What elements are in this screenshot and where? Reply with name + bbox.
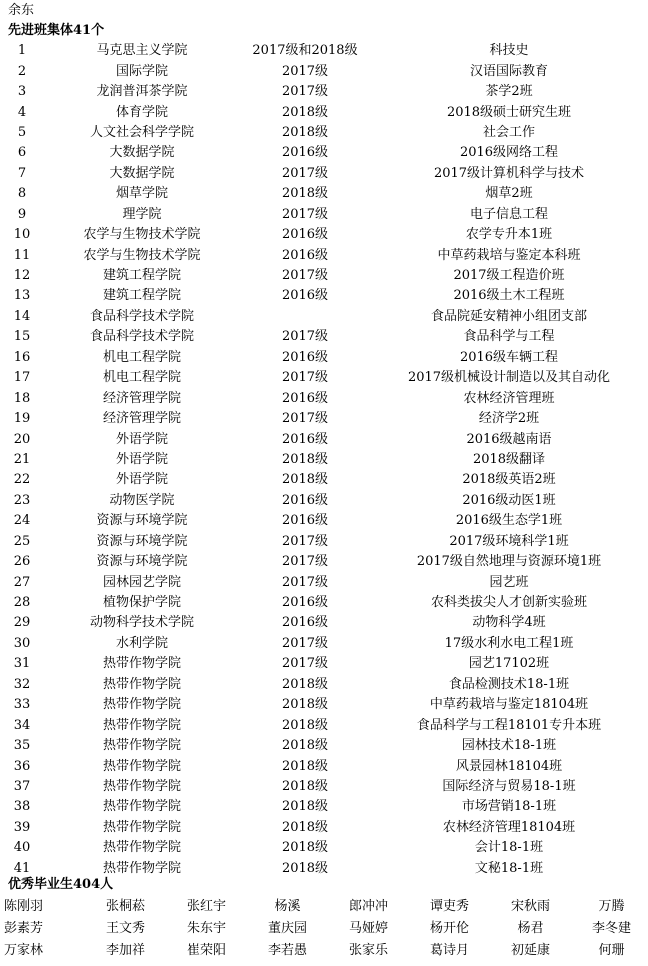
grade-year: 2017级 [281, 574, 329, 590]
row-index: 8 [17, 186, 27, 202]
row-index: 31 [13, 656, 31, 672]
class-name: 2018级硕士研究生班 [446, 104, 572, 120]
college-name: 热带作物学院 [102, 860, 181, 876]
grade-year: 2016级 [281, 288, 329, 304]
grade-year: 2017级 [281, 635, 329, 651]
class-name: 农林经济管理18104班 [442, 819, 576, 835]
table-row [0, 429, 648, 449]
college-name: 热带作物学院 [102, 697, 181, 713]
class-name: 市场营销18-1班 [461, 799, 557, 815]
class-name: 中草药栽培与鉴定18104班 [429, 697, 589, 713]
table-row [0, 695, 648, 715]
college-name: 食品科学技术学院 [89, 308, 194, 324]
class-name: 农科类拔尖人才创新实验班 [430, 595, 587, 611]
college-name: 热带作物学院 [102, 676, 181, 692]
grade-year: 2016级 [281, 145, 329, 161]
row-index: 7 [17, 165, 27, 181]
row-index: 10 [13, 227, 31, 243]
graduate-name: 张红宇 [186, 899, 226, 914]
row-index: 20 [13, 431, 31, 447]
class-name: 2016级土木工程班 [453, 288, 565, 304]
table-row [0, 450, 648, 470]
college-name: 热带作物学院 [102, 840, 181, 856]
graduate-name: 李加祥 [105, 943, 145, 958]
grade-year: 2018级 [281, 472, 329, 488]
college-name: 烟草学院 [115, 186, 168, 202]
table-row [0, 245, 648, 265]
table-row [0, 225, 648, 245]
grade-year: 2018级 [281, 840, 329, 856]
class-name: 2017级自然地理与资源环境1班 [416, 554, 602, 570]
class-name: 2016级网络工程 [459, 145, 559, 161]
class-name: 2017级机械设计制造以及其自动化 [407, 370, 611, 386]
row-index: 23 [13, 492, 31, 508]
row-index: 38 [13, 799, 31, 815]
graduate-name: 董庆园 [267, 921, 307, 936]
college-name: 资源与环境学院 [96, 513, 188, 529]
row-index: 5 [17, 124, 27, 140]
grade-year: 2016级 [281, 595, 329, 611]
row-index: 9 [17, 206, 27, 222]
college-name: 外语学院 [115, 451, 168, 467]
row-index: 40 [13, 840, 31, 856]
row-index: 33 [13, 697, 31, 713]
college-name: 植物保护学院 [102, 595, 181, 611]
table-row [0, 736, 648, 756]
advanced-classes-title: 先进班集体41个 [8, 23, 105, 38]
table-row [0, 838, 648, 858]
grade-year: 2018级 [281, 799, 329, 815]
table-row [0, 593, 648, 613]
college-name: 资源与环境学院 [96, 554, 188, 570]
college-name: 外语学院 [115, 472, 168, 488]
table-row [0, 61, 648, 81]
grade-year: 2018级 [281, 697, 329, 713]
college-name: 热带作物学院 [102, 738, 181, 754]
grade-year: 2017级 [281, 268, 329, 284]
table-row [0, 572, 648, 592]
table-row [0, 307, 648, 327]
grade-year: 2016级 [281, 390, 329, 406]
class-name: 园艺班 [489, 574, 529, 590]
grade-year: 2018级 [281, 104, 329, 120]
college-name: 食品科学技术学院 [89, 329, 194, 345]
row-index: 24 [13, 513, 31, 529]
grade-year: 2016级 [281, 431, 329, 447]
grade-year: 2016级 [281, 513, 329, 529]
college-name: 大数据学院 [109, 165, 175, 181]
grade-year: 2018级 [281, 738, 329, 754]
class-name: 2016级车辆工程 [459, 349, 559, 365]
graduate-name: 万腾 [598, 899, 625, 914]
row-index: 4 [17, 104, 27, 120]
table-row [0, 797, 648, 817]
graduate-name: 王文秀 [105, 921, 145, 936]
row-index: 21 [13, 451, 31, 467]
college-name: 资源与环境学院 [96, 533, 188, 549]
table-row [0, 388, 648, 408]
class-name: 2017级计算机科学与技术 [433, 165, 585, 181]
class-name: 食品科学与工程 [463, 329, 555, 345]
row-index: 13 [13, 288, 31, 304]
table-row [0, 327, 648, 347]
row-index: 12 [13, 268, 31, 284]
college-name: 体育学院 [115, 104, 168, 120]
graduate-name: 谭吏秀 [429, 899, 469, 914]
grade-year: 2016级 [281, 615, 329, 631]
college-name: 农学与生物技术学院 [83, 247, 201, 263]
college-name: 热带作物学院 [102, 758, 181, 774]
table-row [0, 164, 648, 184]
grade-year: 2017级 [281, 656, 329, 672]
table-row [0, 205, 648, 225]
class-name: 2018级翻译 [472, 451, 546, 467]
graduate-name: 崔荣阳 [186, 943, 226, 958]
grade-year: 2017级 [281, 63, 329, 79]
college-name: 外语学院 [115, 431, 168, 447]
outstanding-graduates-title: 优秀毕业生404人 [8, 877, 114, 892]
grade-year: 2018级 [281, 758, 329, 774]
table-row [0, 818, 648, 838]
row-index: 6 [17, 145, 27, 161]
grade-year: 2016级 [281, 227, 329, 243]
table-row [0, 368, 648, 388]
class-name: 2017级工程造价班 [453, 268, 565, 284]
top-name: 余东 [8, 3, 35, 18]
table-row [0, 102, 648, 122]
graduate-name: 郎冲冲 [348, 899, 388, 914]
class-name: 园艺17102班 [468, 656, 550, 672]
class-name: 科技史 [489, 43, 529, 59]
row-index: 11 [13, 247, 31, 263]
college-name: 大数据学院 [109, 145, 175, 161]
grade-year: 2018级 [281, 717, 329, 733]
class-name: 2016级动医1班 [462, 492, 556, 508]
college-name: 园林园艺学院 [102, 574, 181, 590]
graduate-name: 杨君 [517, 921, 544, 936]
row-index: 26 [13, 554, 31, 570]
college-name: 马克思主义学院 [96, 43, 188, 59]
graduate-name: 陈刚羽 [4, 899, 44, 914]
row-index: 34 [13, 717, 31, 733]
table-row [0, 491, 648, 511]
grade-year: 2018级 [281, 186, 329, 202]
class-name: 园林技术18-1班 [461, 738, 557, 754]
class-name: 风景园林18104班 [455, 758, 563, 774]
table-row [0, 511, 648, 531]
row-index: 35 [13, 738, 31, 754]
row-index: 37 [13, 778, 31, 794]
row-index: 17 [13, 370, 31, 386]
class-name: 食品院延安精神小组团支部 [430, 308, 587, 324]
college-name: 理学院 [122, 206, 162, 222]
table-row [0, 143, 648, 163]
grade-year: 2017级 [281, 411, 329, 427]
row-index: 36 [13, 758, 31, 774]
college-name: 机电工程学院 [102, 370, 181, 386]
grade-year: 2017级 [281, 329, 329, 345]
grade-year: 2016级 [281, 247, 329, 263]
graduate-name: 杨开伦 [429, 921, 469, 936]
row-index: 27 [13, 574, 31, 590]
class-name: 会计18-1班 [474, 840, 544, 856]
class-name: 农林经济管理班 [463, 390, 555, 406]
graduate-name: 李若愚 [267, 943, 307, 958]
class-name: 社会工作 [482, 124, 535, 140]
class-name: 中草药栽培与鉴定本科班 [437, 247, 581, 263]
table-row [0, 532, 648, 552]
class-name: 烟草2班 [485, 186, 533, 202]
table-row [0, 613, 648, 633]
grade-year: 2018级 [281, 451, 329, 467]
outstanding-graduates-grid [0, 896, 648, 962]
class-name: 文秘18-1班 [474, 860, 544, 876]
row-index: 1 [17, 43, 27, 59]
grade-year: 2018级 [281, 676, 329, 692]
row-index: 19 [13, 411, 31, 427]
table-row [0, 756, 648, 776]
graduate-name: 何珊 [598, 943, 625, 958]
table-row [0, 409, 648, 429]
graduate-name: 彭素芳 [4, 921, 44, 936]
grade-year: 2017级和2018级 [252, 43, 358, 59]
class-name: 2016级生态学1班 [455, 513, 563, 529]
row-index: 14 [13, 308, 31, 324]
grade-year: 2017级 [281, 165, 329, 181]
table-row [0, 675, 648, 695]
name-row [0, 940, 648, 962]
college-name: 建筑工程学院 [102, 268, 181, 284]
college-name: 热带作物学院 [102, 819, 181, 835]
college-name: 机电工程学院 [102, 349, 181, 365]
grade-year: 2018级 [281, 778, 329, 794]
row-index: 29 [13, 615, 31, 631]
table-row [0, 552, 648, 572]
college-name: 龙润普洱茶学院 [96, 84, 188, 100]
table-row [0, 41, 648, 61]
college-name: 人文社会科学学院 [89, 124, 194, 140]
name-row [0, 896, 648, 918]
table-row [0, 123, 648, 143]
graduate-name: 李冬建 [591, 921, 631, 936]
grade-year: 2017级 [281, 206, 329, 222]
class-name: 17级水利水电工程1班 [444, 635, 574, 651]
row-index: 41 [13, 860, 31, 876]
class-name: 汉语国际教育 [469, 63, 548, 79]
class-name: 动物科学4班 [472, 615, 546, 631]
graduate-name: 马娅婷 [348, 921, 388, 936]
table-row [0, 654, 648, 674]
class-name: 电子信息工程 [469, 206, 548, 222]
grade-year: 2017级 [281, 533, 329, 549]
table-row [0, 266, 648, 286]
college-name: 热带作物学院 [102, 778, 181, 794]
advanced-classes-table [0, 41, 648, 879]
class-name: 2018级英语2班 [462, 472, 556, 488]
row-index: 32 [13, 676, 31, 692]
grade-year: 2018级 [281, 124, 329, 140]
grade-year: 2017级 [281, 370, 329, 386]
row-index: 22 [13, 472, 31, 488]
college-name: 动物科学技术学院 [89, 615, 194, 631]
row-index: 28 [13, 595, 31, 611]
class-name: 茶学2班 [485, 84, 533, 100]
table-row [0, 777, 648, 797]
table-row [0, 82, 648, 102]
row-index: 3 [17, 84, 27, 100]
grade-year: 2017级 [281, 554, 329, 570]
grade-year: 2018级 [281, 860, 329, 876]
row-index: 39 [13, 819, 31, 835]
graduate-name: 宋秋雨 [510, 899, 550, 914]
table-row [0, 184, 648, 204]
class-name: 2017级环境科学1班 [449, 533, 569, 549]
row-index: 25 [13, 533, 31, 549]
graduate-name: 朱东宇 [186, 921, 226, 936]
row-index: 18 [13, 390, 31, 406]
class-name: 国际经济与贸易18-1班 [442, 778, 576, 794]
college-name: 热带作物学院 [102, 656, 181, 672]
name-row [0, 918, 648, 940]
grade-year: 2018级 [281, 819, 329, 835]
graduate-name: 葛诗月 [429, 943, 469, 958]
class-name: 2016级越南语 [466, 431, 552, 447]
college-name: 经济管理学院 [102, 411, 181, 427]
table-row [0, 348, 648, 368]
graduate-name: 万家林 [4, 943, 44, 958]
table-row [0, 286, 648, 306]
row-index: 15 [13, 329, 31, 345]
graduate-name: 初延康 [510, 943, 550, 958]
class-name: 经济学2班 [478, 411, 540, 427]
table-row [0, 715, 648, 735]
graduate-name: 杨溪 [274, 899, 301, 914]
grade-year: 2017级 [281, 84, 329, 100]
row-index: 2 [17, 63, 27, 79]
college-name: 热带作物学院 [102, 799, 181, 815]
grade-year [240, 307, 370, 327]
grade-year: 2016级 [281, 492, 329, 508]
graduate-name: 张家乐 [348, 943, 388, 958]
college-name: 经济管理学院 [102, 390, 181, 406]
class-name: 食品检测技术18-1班 [448, 676, 570, 692]
table-row [0, 470, 648, 490]
class-name: 食品科学与工程18101专升本班 [416, 717, 602, 733]
table-row [0, 634, 648, 654]
row-index: 30 [13, 635, 31, 651]
graduate-name: 张桐菘 [105, 899, 145, 914]
row-index: 16 [13, 349, 31, 365]
college-name: 动物医学院 [109, 492, 175, 508]
grade-year: 2016级 [281, 349, 329, 365]
college-name: 农学与生物技术学院 [83, 227, 201, 243]
college-name: 国际学院 [115, 63, 168, 79]
college-name: 建筑工程学院 [102, 288, 181, 304]
college-name: 热带作物学院 [102, 717, 181, 733]
college-name: 水利学院 [115, 635, 168, 651]
class-name: 农学专升本1班 [465, 227, 553, 243]
